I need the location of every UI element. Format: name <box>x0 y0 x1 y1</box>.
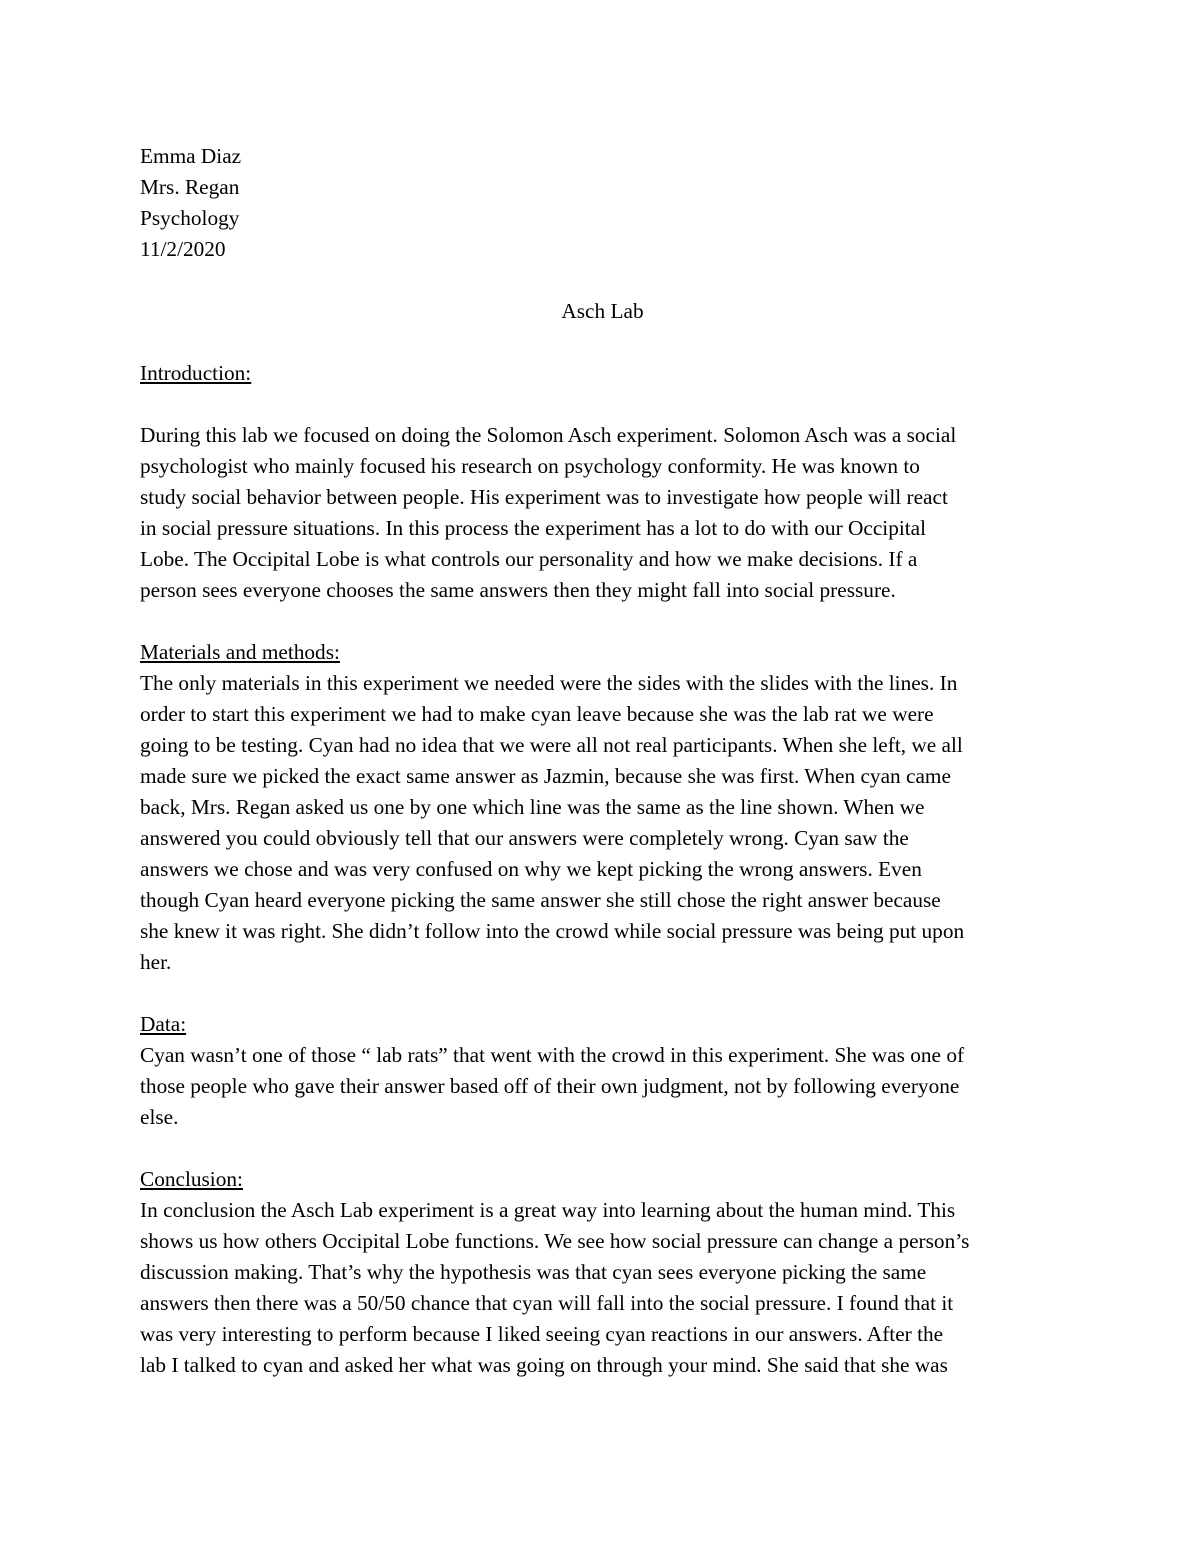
introduction-body <box>140 420 1065 606</box>
paragraph-line: her. <box>140 950 172 974</box>
paragraph-line: study social behavior between people. His experiment was to investigate how people will react <box>140 485 948 509</box>
paragraph-line: psychologist who mainly focused his research on psychology conformity. He was known to <box>140 454 920 478</box>
conclusion-heading: Conclusion: <box>140 1167 243 1191</box>
paragraph-line: During this lab we focused on doing the Solomon Asch experiment. Solomon Asch was a social <box>140 423 957 447</box>
student-name: Emma Diaz <box>140 144 242 168</box>
paragraph-line: made sure we picked the exact same answer as Jazmin, because she was first. When cyan came <box>140 764 951 788</box>
paragraph-line: Cyan wasn’t one of those “ lab rats” that went with the crowd in this experiment. She was one of <box>140 1043 965 1067</box>
document-title: Asch Lab <box>561 299 644 323</box>
paragraph-line: answers then there was a 50/50 chance that cyan will fall into the social pressure. I found that it <box>140 1291 954 1315</box>
paragraph-line: else. <box>140 1105 179 1129</box>
paragraph-line: though Cyan heard everyone picking the same answer she still chose the right answer because <box>140 888 941 912</box>
materials-body <box>140 668 1065 978</box>
paragraph-line: In conclusion the Asch Lab experiment is a great way into learning about the human mind. This <box>140 1198 956 1222</box>
paragraph-line: she knew it was right. She didn’t follow into the crowd while social pressure was being put upon <box>140 919 965 943</box>
paragraph-line: answers we chose and was very confused on why we kept picking the wrong answers. Even <box>140 857 922 881</box>
paragraph-line: The only materials in this experiment we needed were the sides with the slides with the lines. In <box>140 671 958 695</box>
document-page <box>140 141 1065 1381</box>
data-heading: Data: <box>140 1012 187 1036</box>
paragraph-line: discussion making. That’s why the hypothesis was that cyan sees everyone picking the same <box>140 1260 927 1284</box>
subject: Psychology <box>140 206 240 230</box>
paragraph-line: was very interesting to perform because I liked seeing cyan reactions in our answers. After the <box>140 1322 944 1346</box>
paragraph-line: person sees everyone chooses the same answers then they might fall into social pressure. <box>140 578 896 602</box>
paragraph-line: shows us how others Occipital Lobe functions. We see how social pressure can change a person’s <box>140 1229 970 1253</box>
paragraph-line: those people who gave their answer based off of their own judgment, not by following everyone <box>140 1074 960 1098</box>
paragraph-line: back, Mrs. Regan asked us one by one which line was the same as the line shown. When we <box>140 795 925 819</box>
materials-heading: Materials and methods: <box>140 640 340 664</box>
paragraph-line: lab I talked to cyan and asked her what was going on through your mind. She said that she was <box>140 1353 948 1377</box>
paragraph-line: answered you could obviously tell that our answers were completely wrong. Cyan saw the <box>140 826 909 850</box>
data-body <box>140 1040 1065 1133</box>
paragraph-line: order to start this experiment we had to make cyan leave because she was the lab rat we were <box>140 702 934 726</box>
paragraph-line: Lobe. The Occipital Lobe is what controls our personality and how we make decisions. If a <box>140 547 918 571</box>
conclusion-body <box>140 1195 1065 1381</box>
date: 11/2/2020 <box>140 237 226 261</box>
teacher-name: Mrs. Regan <box>140 175 240 199</box>
introduction-heading: Introduction: <box>140 361 252 385</box>
paragraph-line: in social pressure situations. In this process the experiment has a lot to do with our Occipital <box>140 516 927 540</box>
paragraph-line: going to be testing. Cyan had no idea that we were all not real participants. When she left, we all <box>140 733 963 757</box>
